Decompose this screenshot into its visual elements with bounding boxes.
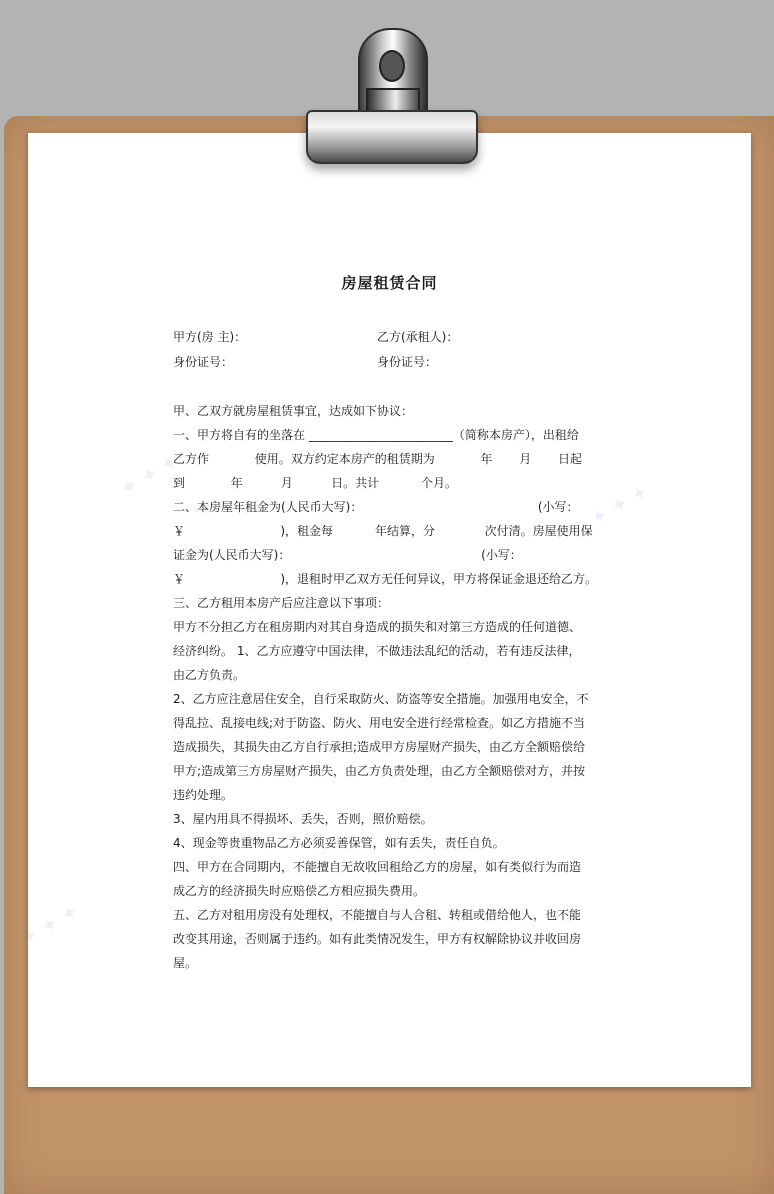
- contract-line: 经济纠纷。 1、乙方应遵守中国法律，不做违法乱纪的活动，若有违反法律，: [173, 644, 581, 658]
- contract-line: ￥ )，租金每 年结算，分 次付清。房屋使用保: [173, 524, 593, 538]
- contract-line: 违约处理。: [173, 788, 234, 802]
- contract-line: 甲、乙双方就房屋租赁事宜，达成如下协议：: [173, 404, 414, 418]
- contract-line: 三、乙方租用本房产后应注意以下事项：: [173, 596, 390, 610]
- watermark: ✦ ✦ ✦: [586, 478, 653, 532]
- contract-line: 乙方作 使用。双方约定本房产的租赁期为 年 月 日起: [173, 452, 582, 466]
- contract-line: 2、乙方应注意居住安全，自行采取防火、防盗等安全措施。加强用电安全，不: [173, 692, 589, 706]
- watermark: ✦ ✦ ✦: [116, 448, 183, 502]
- contract-line: 得乱拉、乱接电线;对于防盗、防火、用电安全进行经常检查。如乙方措施不当: [173, 716, 586, 730]
- contract-line: 五、乙方对租用房没有处理权，不能擅自与人合租、转租或借给他人，也不能: [173, 908, 582, 922]
- contract-line: ￥ )，退租时甲乙双方无任何异议，甲方将保证金退还给乙方。: [173, 572, 598, 586]
- contract-line: 成乙方的经济损失时应赔偿乙方相应损失费用。: [173, 884, 426, 898]
- contract-line: 4、现金等贵重物品乙方必须妥善保管，如有丢失，责任自负。: [173, 836, 505, 850]
- contract-line: 屋。: [173, 956, 198, 970]
- contract-line: 3、屋内用具不得损坏、丢失，否则，照价赔偿。: [173, 812, 433, 826]
- clip-base: [306, 110, 478, 164]
- contract-line: 到 年 月 日。共计 个月。: [173, 476, 458, 490]
- party-b-label: 乙方(承租人)：: [377, 330, 459, 344]
- contract-paper: [16, 133, 751, 1087]
- contract-line: 一、甲方将自有的坐落在 ________________________（简称本房产），出租给: [173, 428, 579, 442]
- party-b-id-label: 身份证号：: [377, 355, 438, 369]
- contract-line: 造成损失，其损失由乙方自行承担;造成甲方房屋财产损失，由乙方全额赔偿给: [173, 740, 586, 754]
- contract-line: 甲方不分担乙方在租房期内对其自身造成的损失和对第三方造成的任何道德、: [173, 620, 582, 634]
- party-a-id-label: 身份证号：: [173, 355, 234, 369]
- contract-document: [16, 133, 751, 1087]
- contract-line: 二、本房屋年租金为(人民币大写)： (小写：: [173, 500, 579, 514]
- clip-hole: [379, 50, 405, 82]
- party-a-label: 甲方(房 主)：: [173, 330, 247, 344]
- contract-line: 四、甲方在合同期内，不能擅自无故收回租给乙方的房屋，如有类似行为而造: [173, 860, 582, 874]
- contract-line: 由乙方负责。: [173, 668, 246, 682]
- contract-line: 改变其用途，否则属于违约。如有此类情况发生，甲方有权解除协议并收回房: [173, 932, 582, 946]
- contract-title: 房屋租赁合同: [341, 274, 438, 292]
- watermark: ✦ ✦ ✦: [16, 898, 83, 952]
- binder-clip: [300, 28, 480, 178]
- contract-line: 证金为(人民币大写)： (小写：: [173, 548, 522, 562]
- contract-line: 甲方;造成第三方房屋财产损失，由乙方负责处理，由乙方全额赔偿对方，并按: [173, 764, 586, 778]
